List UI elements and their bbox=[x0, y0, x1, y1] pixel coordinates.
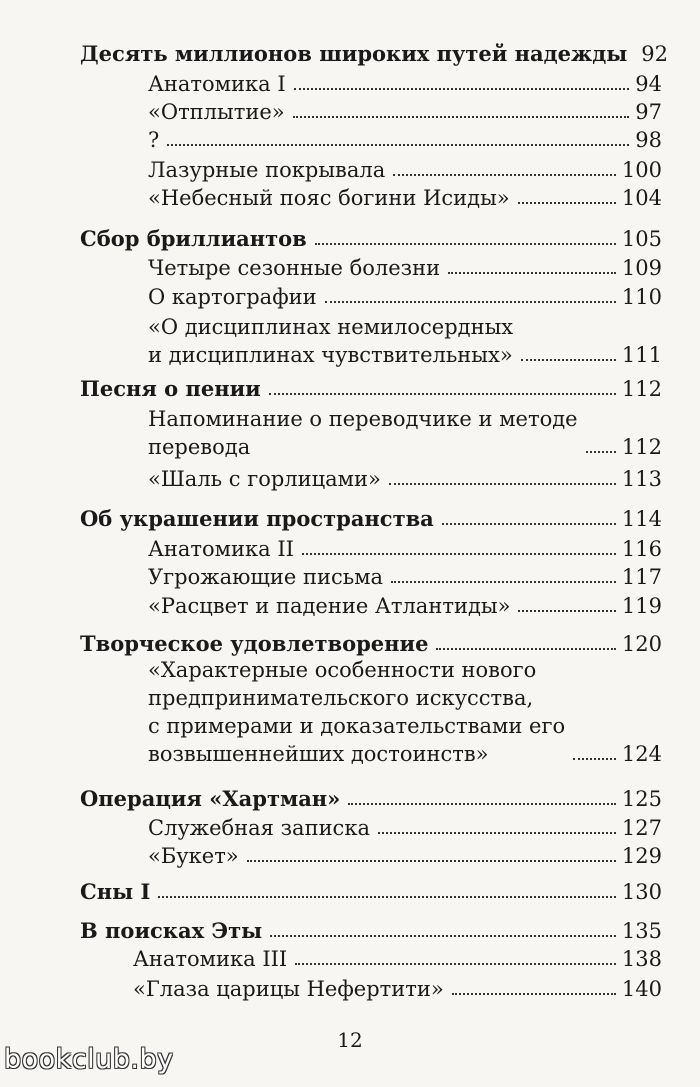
toc-page-number: 130 bbox=[621, 880, 662, 904]
toc-page-number: 117 bbox=[621, 565, 662, 589]
toc-entry-title bbox=[80, 375, 261, 403]
toc-page-number: 92 bbox=[641, 42, 669, 66]
toc-entry-title bbox=[148, 283, 317, 311]
toc-entry-title bbox=[148, 563, 383, 591]
toc-page-number: 112 bbox=[621, 377, 662, 401]
dot-leader bbox=[586, 451, 616, 453]
toc-entry-title bbox=[80, 878, 150, 906]
toc-page-number: 100 bbox=[621, 158, 662, 182]
toc-page-number: 105 bbox=[621, 227, 662, 251]
dot-leader bbox=[442, 523, 616, 525]
toc-subentry bbox=[148, 98, 662, 126]
toc-subentry bbox=[148, 254, 662, 282]
dot-leader bbox=[448, 272, 616, 274]
toc-page-number: 138 bbox=[621, 947, 662, 971]
toc-entry-title-line: с примерами и доказательствами его bbox=[148, 714, 566, 738]
toc-entry-title bbox=[80, 785, 340, 813]
toc-subentry bbox=[148, 535, 662, 563]
toc-section-entry bbox=[80, 375, 662, 403]
dot-leader bbox=[518, 202, 616, 204]
toc-entry-title-line: О картографии bbox=[148, 285, 317, 309]
dot-leader bbox=[294, 88, 630, 90]
dot-leader bbox=[325, 301, 616, 303]
toc-entry-title bbox=[80, 917, 262, 945]
toc-page-number: 114 bbox=[621, 507, 662, 531]
page-number: 12 bbox=[337, 1028, 363, 1052]
toc-subentry bbox=[148, 814, 662, 842]
toc-entry-title-line: «Расцвет и падение Атлантиды» bbox=[148, 594, 511, 618]
toc-entry-title-line: «Шаль с горлицами» bbox=[148, 467, 381, 491]
toc-entry-title bbox=[148, 254, 440, 282]
toc-page-number: 109 bbox=[621, 256, 662, 280]
toc-entry-title bbox=[80, 40, 627, 68]
toc-page-number: 140 bbox=[621, 977, 662, 1001]
dot-leader bbox=[270, 935, 616, 937]
toc-page-number: 110 bbox=[621, 285, 662, 309]
toc-entry-title bbox=[148, 70, 286, 98]
toc-entry-title bbox=[148, 98, 285, 126]
toc-entry-title-line: «Букет» bbox=[148, 844, 239, 868]
toc-entry-title-line: Анатомика II bbox=[148, 537, 294, 561]
toc-page-number: 104 bbox=[621, 186, 662, 210]
toc-entry-title-line: Угрожающие письма bbox=[148, 565, 384, 589]
toc-entry-title bbox=[148, 592, 510, 620]
toc-entry-title bbox=[133, 945, 287, 973]
toc-section-entry bbox=[80, 505, 662, 533]
toc-entry-title bbox=[80, 630, 428, 658]
toc-entry-title bbox=[80, 505, 434, 533]
toc-entry-title-line: «Отплытие» bbox=[148, 100, 285, 124]
toc-entry-title-line: Десять миллионов широких путей надежды bbox=[80, 41, 628, 66]
toc-entry-title-line: Операция «Хартман» bbox=[80, 786, 341, 811]
toc-entry-title-line: Анатомика III bbox=[133, 947, 288, 971]
toc-page-number: 119 bbox=[621, 594, 662, 618]
dot-leader bbox=[378, 832, 616, 834]
toc-section-entry bbox=[80, 917, 662, 945]
dot-leader bbox=[436, 648, 615, 650]
toc-subentry bbox=[148, 283, 662, 311]
toc-page-number: 112 bbox=[621, 435, 662, 459]
toc-entry-title-line: «О дисциплинах немилосердных bbox=[148, 315, 514, 339]
toc-entry-title-line: Анатомика I bbox=[148, 72, 286, 96]
toc-page-number: 94 bbox=[635, 72, 662, 96]
toc-subentry bbox=[133, 945, 662, 973]
toc-entry-title bbox=[133, 975, 444, 1003]
toc-entry-title bbox=[148, 156, 385, 184]
dot-leader bbox=[315, 243, 616, 245]
toc-entry-title bbox=[148, 313, 513, 369]
toc-entry-title bbox=[148, 535, 294, 563]
toc-subentry bbox=[148, 656, 662, 768]
toc-page-number: 135 bbox=[621, 919, 662, 943]
toc-subentry bbox=[148, 592, 662, 620]
dot-leader bbox=[158, 896, 616, 898]
dot-leader bbox=[293, 116, 630, 118]
toc-page-number: 113 bbox=[621, 467, 662, 491]
toc-page-number: 127 bbox=[621, 816, 662, 840]
toc-page-number: 129 bbox=[621, 844, 662, 868]
toc-entry-title bbox=[148, 656, 565, 768]
toc-entry-title-line: возвышеннейших достоинств» bbox=[148, 742, 489, 766]
toc-entry-title bbox=[148, 405, 578, 461]
toc-entry-title-line: перевода bbox=[148, 435, 251, 459]
toc-entry-title bbox=[148, 842, 239, 870]
toc-entry-title bbox=[148, 184, 510, 212]
watermark: bookclub.by bbox=[4, 1044, 174, 1075]
toc-subentry bbox=[148, 126, 662, 154]
toc-entry-title bbox=[148, 814, 370, 842]
toc-subentry bbox=[148, 184, 662, 212]
toc-entry-title-line: «Характерные особенности нового bbox=[148, 658, 537, 682]
toc-section-entry bbox=[80, 785, 662, 813]
toc-page-number: 120 bbox=[621, 632, 662, 656]
toc-page-number: 116 bbox=[621, 537, 662, 561]
dot-leader bbox=[573, 758, 616, 760]
toc-section-entry bbox=[80, 225, 662, 253]
toc-section-entry bbox=[80, 40, 669, 68]
toc-subentry bbox=[148, 842, 662, 870]
dot-leader bbox=[452, 993, 616, 995]
toc-entry-title-line: «Глаза царицы Нефертити» bbox=[133, 977, 444, 1001]
toc-subentry bbox=[148, 465, 662, 493]
dot-leader bbox=[521, 359, 616, 361]
toc-entry-title-line: Творческое удовлетворение bbox=[80, 631, 429, 656]
toc-page-number: 111 bbox=[621, 343, 662, 367]
toc-entry-title bbox=[148, 126, 159, 154]
toc-subentry bbox=[133, 975, 662, 1003]
toc-entry-title-line: Четыре сезонные болезни bbox=[148, 256, 441, 280]
toc-entry-title-line: и дисциплинах чувствительных» bbox=[148, 343, 513, 367]
dot-leader bbox=[295, 963, 616, 965]
dot-leader bbox=[348, 803, 616, 805]
toc-entry-title-line: ? bbox=[148, 128, 160, 152]
toc-entry-title-line: Напоминание о переводчике и методе bbox=[148, 407, 578, 431]
dot-leader bbox=[269, 393, 616, 395]
dot-leader bbox=[167, 144, 629, 146]
toc-subentry bbox=[148, 405, 662, 461]
dot-leader bbox=[518, 610, 615, 612]
dot-leader bbox=[302, 553, 616, 555]
toc-section-entry bbox=[80, 878, 662, 906]
toc-entry-title-line: предпринимательского искусства, bbox=[148, 686, 534, 710]
dot-leader bbox=[389, 483, 616, 485]
toc-page-number: 98 bbox=[635, 128, 662, 152]
toc-subentry bbox=[148, 313, 662, 369]
toc-entry-title-line: Лазурные покрывала bbox=[148, 158, 386, 182]
toc-entry-title-line: В поисках Эты bbox=[80, 918, 263, 943]
toc-page-number: 125 bbox=[621, 787, 662, 811]
toc-entry-title-line: Служебная записка bbox=[148, 816, 370, 840]
toc-entry-title-line: Сбор бриллиантов bbox=[80, 226, 307, 251]
toc-section-entry bbox=[80, 630, 662, 658]
toc-entry-title-line: Об украшении пространства bbox=[80, 506, 434, 531]
toc-entry-title-line: Сны I bbox=[80, 879, 151, 904]
dot-leader bbox=[247, 860, 616, 862]
toc-page-number: 124 bbox=[621, 742, 662, 766]
toc-entry-title bbox=[80, 225, 307, 253]
toc-subentry bbox=[148, 563, 662, 591]
dot-leader bbox=[391, 581, 616, 583]
toc-page-number: 97 bbox=[635, 100, 662, 124]
toc-subentry bbox=[148, 156, 662, 184]
toc-entry-title bbox=[148, 465, 381, 493]
toc-subentry bbox=[148, 70, 662, 98]
dot-leader bbox=[393, 174, 616, 176]
toc-entry-title-line: «Небесный пояс богини Исиды» bbox=[148, 186, 510, 210]
toc-entry-title-line: Песня о пении bbox=[80, 376, 261, 401]
